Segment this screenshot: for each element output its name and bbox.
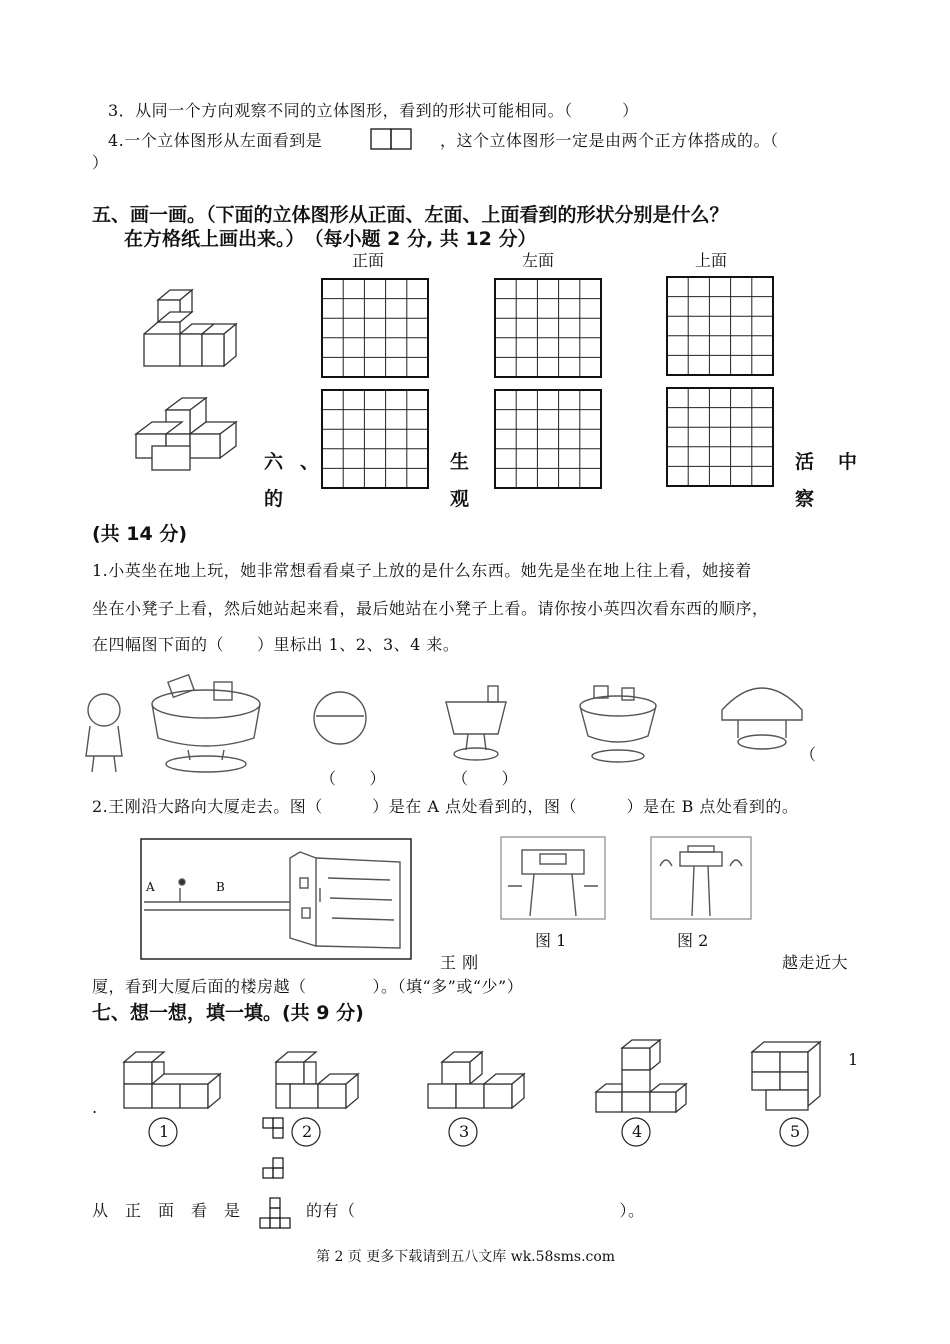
item-4-text-b: ，这个立体图形一定是由两个正方体搭成的。（ — [440, 131, 779, 150]
q1-line1: 1.小英坐在地上玩，她非常想看看桌子上放的是什么东西。她先是坐在地上往上看，她接着 — [92, 561, 752, 580]
point-a-label: A — [146, 880, 155, 894]
part7-q1-text-a: 从 正 面 看 是 — [92, 1201, 241, 1220]
cube-figure-2 — [132, 396, 247, 474]
part6-heading-char-4: 活 — [795, 451, 815, 473]
q2-line1: 2.王刚沿大路向大厦走去。图（ ）是在 A 点处看到的，图（ ）是在 B 点处看到的。 — [92, 797, 799, 816]
part6-heading-char-6: 的 — [264, 488, 284, 510]
number-5: 5 — [790, 1122, 801, 1141]
page-footer: 第 2 页 更多下载请到五八文库 wk.58sms.com — [316, 1249, 616, 1265]
figure-2-label: 图 2 — [677, 931, 709, 950]
part6-score: (共 14 分) — [92, 523, 188, 545]
part7-heading: 七、想一想，填一填。(共 9 分) — [92, 1002, 364, 1024]
cube-figure-1 — [140, 288, 255, 370]
part7-cube-figure-3 — [424, 1048, 534, 1114]
part6-heading-char-5: 中 — [838, 451, 858, 473]
paren-answer-1[interactable]: （ ） — [320, 769, 387, 788]
label-left-view: 左面 — [522, 251, 555, 270]
dot-mark: . — [92, 1098, 98, 1117]
part7-cube-figure-4 — [594, 1040, 690, 1114]
two-square-side-view — [370, 128, 412, 150]
item-3: 3．从同一个方向观察不同的立体图形，看到的形状可能相同。（ ） — [108, 101, 639, 120]
label-top-view: 上面 — [695, 251, 728, 270]
grid-left-1[interactable] — [493, 278, 603, 378]
part6-heading-char-2: 、 — [300, 451, 320, 473]
figure-1-label: 图 1 — [535, 931, 567, 950]
part7-cube-figure-1 — [120, 1048, 220, 1114]
paren-answer-3[interactable]: （ — [800, 745, 817, 764]
number-1: 1 — [159, 1122, 170, 1141]
item-4-text-a: 4.一个立体图形从左面看到是 — [108, 131, 323, 150]
part6-heading-char-1: 六 — [264, 451, 284, 473]
part5-heading-line2: 在方格纸上画出来。） （每小题 2 分, 共 12 分） — [124, 228, 537, 250]
q1-line2: 坐在小凳子上看，然后她站起来看，最后她站在小凳子上看。请你按小英四次看东西的顺序， — [92, 599, 769, 618]
q2-name: 王 刚 — [440, 953, 479, 972]
paren-answer-2[interactable]: （ ） — [452, 769, 519, 788]
road-building-illustration — [140, 838, 412, 960]
figure-1-building — [500, 836, 606, 920]
item-4-text-c: ） — [92, 153, 109, 172]
front-view-shape — [258, 1196, 294, 1230]
side-number: 1 — [848, 1050, 859, 1069]
part6-heading-char-7: 观 — [450, 488, 470, 510]
part7-q1-text-b[interactable]: 的有（ ）。 — [306, 1201, 645, 1220]
part6-heading-char-3: 生 — [450, 451, 470, 473]
grid-top-1[interactable] — [665, 276, 775, 376]
q2-line2: 厦，看到大厦后面的楼房越（ ）。（填“多”或“少”） — [92, 977, 524, 996]
number-3: 3 — [459, 1122, 470, 1141]
part7-cube-figure-5 — [748, 1040, 832, 1114]
point-b-label: B — [216, 880, 225, 894]
q1-line3: 在四幅图下面的（ ）里标出 1、2、3、4 来。 — [92, 635, 460, 654]
number-2: 2 — [302, 1122, 313, 1141]
grid-top-2[interactable] — [665, 387, 775, 487]
figure-2-building — [650, 836, 752, 920]
label-front-view: 正面 — [352, 251, 385, 270]
grid-front-2[interactable] — [320, 389, 430, 489]
part6-heading-char-8: 察 — [795, 488, 815, 510]
part5-heading-line1: 五、画一画。（下面的立体图形从正面、左面、上面看到的形状分别是什么？ — [92, 204, 729, 226]
table-views-illustration — [78, 676, 838, 776]
q2-tail: 越走近大 — [782, 953, 849, 972]
number-4: 4 — [632, 1122, 643, 1141]
grid-left-2[interactable] — [493, 389, 603, 489]
grid-front-1[interactable] — [320, 278, 430, 378]
part7-cube-figure-2 — [272, 1048, 372, 1114]
small-view-shapes — [262, 1116, 290, 1180]
